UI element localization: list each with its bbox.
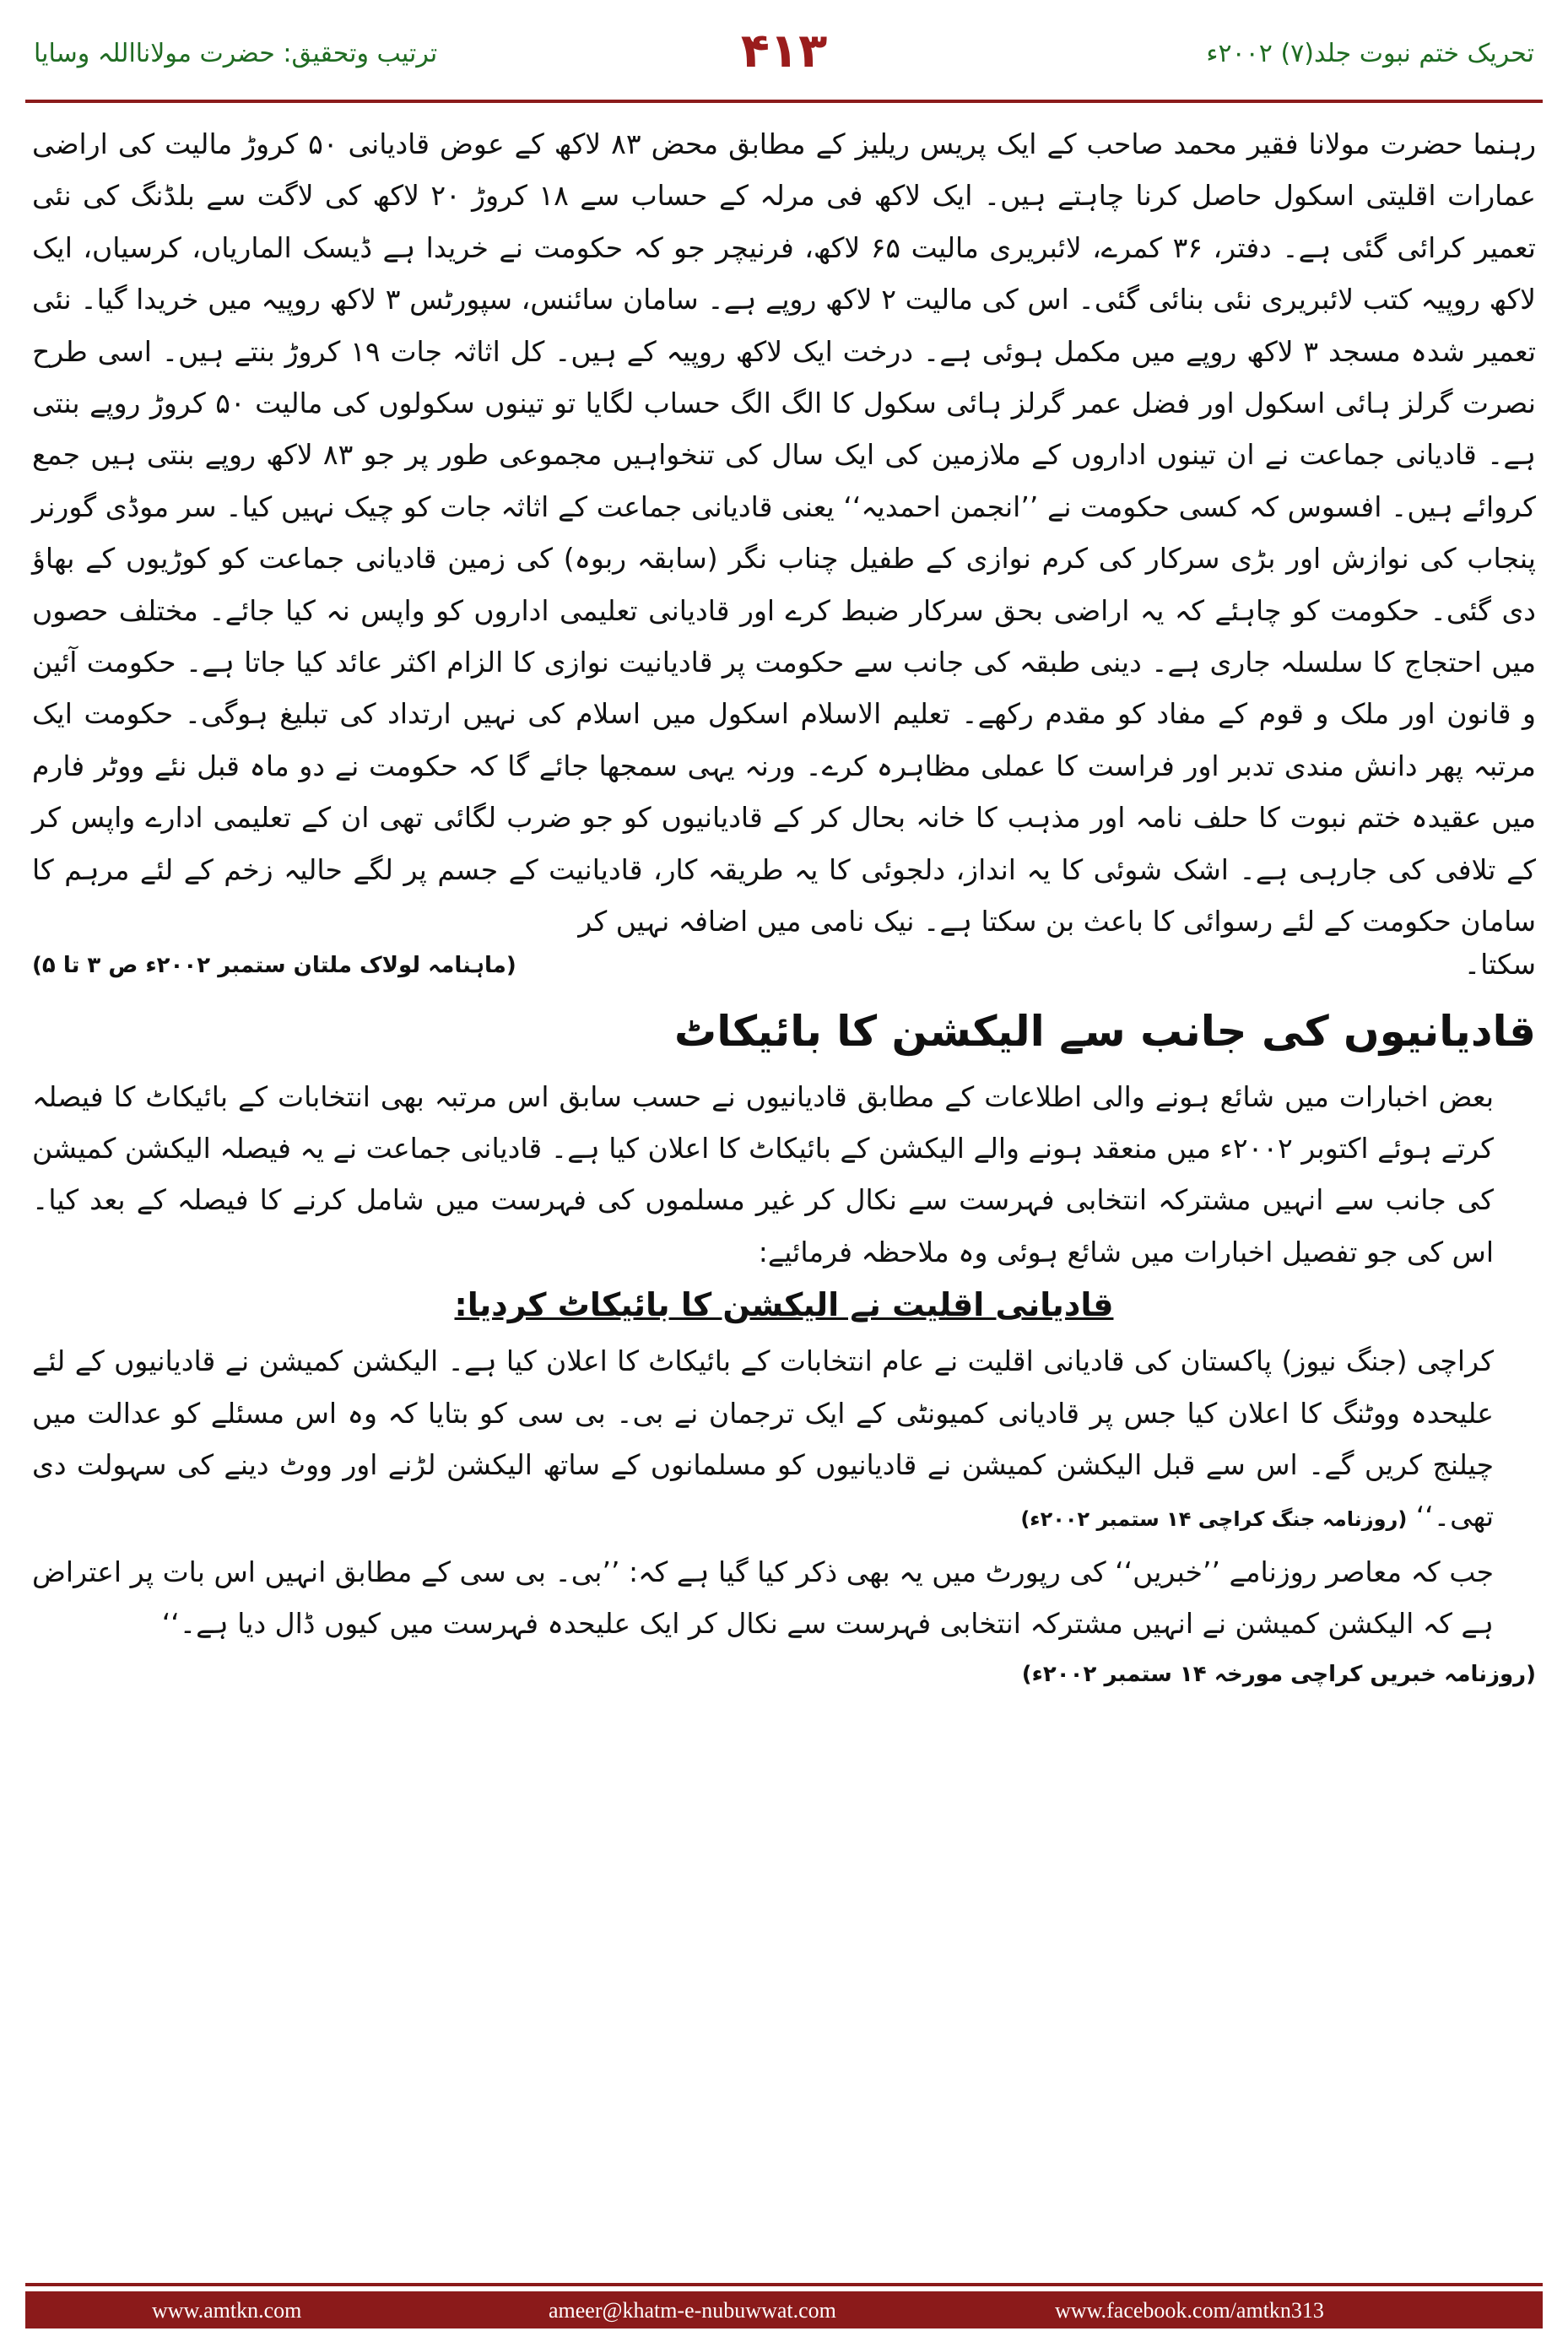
news1-paragraph <box>32 1335 1536 1546</box>
page-footer <box>25 2283 1543 2334</box>
news-subheading: قادیانی اقلیت نے الیکشن کا بائیکاٹ کردیا: <box>454 1286 1114 1324</box>
article1-paragraph: رہنما حضرت مولانا فقیر محمد صاحب کے ایک پریس ریلیز کے مطابق محض ۸۳ لاکھ کے عوض قادیانی ۵۰ کروڑ مالیت کی اراضی عمارات اقلیتی اسکول حاصل کرنا چاہتے ہیں۔ ایک لاکھ فی مرلہ کے حساب سے ۱۸ کروڑ ۲۰ لاکھ کی لاگت سے بلڈنگ کی نئی تعمیر کرائی گئی ہے۔ دفتر، ۳۶ کمرے، لائبریری مالیت ۶۵ لاکھ، فرنیچر جو کہ حکومت نے خریدا ہے ڈیسک الماریاں، کرسیاں، ایک لاکھ روپیہ کتب لائبریری نئی بنائی گئی۔ اس کی مالیت ۲ لاکھ روپے ہے۔ سامان سائنس، سپورٹس ۳ لاکھ روپیہ میں خریدا گیا۔ نئی تعمیر شدہ مسجد ۳ لاکھ روپے میں مکمل ہوئی ہے۔ درخت ایک لاکھ روپیہ کے ہیں۔ کل اثاثہ جات ۱۹ کروڑ بنتے ہیں۔ اسی طرح نصرت گرلز ہائی اسکول اور فضل عمر گرلز ہائی سکول کا الگ الگ حساب لگایا تو تینوں سکولوں کی مالیت ۵۰ کروڑ روپے بنتی ہے۔ قادیانی جماعت نے ان تینوں اداروں کے ملازمین کی ایک سال کی تنخواہیں مجموعی طور پر جو ۸۳ لاکھ روپے بنتی ہیں جمع کروائے ہیں۔ افسوس کہ کسی حکومت نے ’’انجمن احمدیہ‘‘ یعنی قادیانی جماعت کے اثاثہ جات کو چیک نہیں کیا۔ سر موڈی گورنر پنجاب کی نوازش اور بڑی سرکار کی کرم نوازی کے طفیل چناب نگر (سابقہ ربوہ) کی زمین قادیانی جماعت کو کوڑیوں کے بھاؤ دی گئی۔ حکومت کو چاہئے کہ یہ اراضی بحق سرکار ضبط کرے اور قادیانی تعلیمی اداروں کو واپس نہ کیا جائے۔ مختلف حصوں میں احتجاج کا سلسلہ جاری ہے۔ دینی طبقہ کی جانب سے حکومت پر قادیانیت نوازی کا الزام اکثر عائد کیا جاتا ہے۔ حکومت آئین و قانون اور ملک و قوم کے مفاد کو مقدم رکھے۔ تعلیم الاسلام اسکول میں اسلام کی نہیں ارتداد کی تبلیغ ہوگی۔ حکومت ایک مرتبہ پھر دانش مندی تدبر اور فراست کا عملی مظاہرہ کرے۔ ورنہ یہی سمجھا جائے گا کہ حکومت نے دو ماہ قبل نئے ووٹر فارم میں عقیدہ ختم نبوت کا حلف نامہ اور مذہب کا خانہ بحال کر کے قادیانیوں کو جو ضرب لگائی تھی ان کے تعلیمی ادارے واپس کر کے تلافی کی جارہی ہے۔ اشک شوئی کا یہ انداز، دلجوئی کا یہ طریقہ کار، قادیانیت کے جسم پر لگے حالیہ زخم کے لئے مرہم کا سامان حکومت کے لئے رسوائی کا باعث بن سکتا ہے۔ نیک نامی میں اضافہ نہیں کر <box>32 127 1537 938</box>
news1-text: کراچی (جنگ نیوز) پاکستان کی قادیانی اقلیت نے عام انتخابات کے بائیکاٹ کا اعلان کیا ہے۔ الیکشن کمیشن نے قادیانیوں کے لئے علیحدہ ووٹنگ کا اعلان کیا جس پر قادیانی کمیونٹی کے ایک ترجمان نے بی۔ بی سی کو بتایا کہ وہ اس مسئلے کو عدالت میں چیلنج کریں گے۔ اس سے قبل الیکشن کمیشن نے قادیانیوں کو مسلمانوں کے ساتھ الیکشن لڑنے اور ووٹ دینے کی سہولت دی تھی۔‘‘ <box>32 1344 1494 1533</box>
footer-divider <box>25 2283 1543 2286</box>
news2-paragraph: جب کہ معاصر روزنامے ’’خبریں‘‘ کی رپورٹ میں یہ بھی ذکر کیا گیا ہے کہ: ’’بی۔ بی سی کے مطابق انہیں اس بات پر اعتراض ہے کہ الیکشن کمیشن نے انہیں مشترکہ انتخابی فہرست سے نکال کر ایک علیحدہ فہرست میں کیوں ڈال دیا ہے۔‘‘ <box>32 1555 1494 1641</box>
news1-source: (روزنامہ جنگ کراچی ۱۴ ستمبر ۲۰۰۲ء) <box>1020 1507 1408 1532</box>
article1-end-row <box>32 948 1536 987</box>
article1-last-word: سکتا۔ <box>1463 947 1536 981</box>
article2-paragraph: بعض اخبارات میں شائع ہونے والی اطلاعات کے مطابق قادیانیوں نے حسب سابق اس مرتبہ بھی انتخابات کے بائیکاٹ کا فیصلہ کرتے ہوئے اکتوبر ۲۰۰۲ء میں منعقد ہونے والے الیکشن کے بائیکاٹ کا اعلان کیا ہے۔ قادیانی جماعت نے یہ فیصلہ الیکشن کمیشن کی جانب سے انہیں مشترکہ انتخابی فہرست سے نکال کر غیر مسلموں کی فہرست میں شامل کرنے کا فیصلہ کے بعد کیا۔ اس کی جو تفصیل اخبارات میں شائع ہوئی وہ ملاحظہ فرمائیے: <box>32 1079 1495 1268</box>
website-link[interactable]: www.amtkn.com <box>152 2298 302 2323</box>
header-divider <box>25 100 1543 103</box>
compiler-credit: ترتیب وتحقیق: حضرت مولانااللہ وسایا <box>34 39 438 68</box>
section-heading: قادیانیوں کی جانب سے الیکشن کا بائیکاٹ <box>674 1006 1536 1056</box>
page-header <box>25 24 1543 91</box>
email-link[interactable]: ameer@khatm-e-nubuwwat.com <box>549 2298 836 2323</box>
final-source: (روزنامہ خبریں کراچی مورخہ ۱۴ ستمبر ۲۰۰۲ء) <box>1021 1661 1536 1687</box>
page-number: ۴۱۳ <box>740 24 828 78</box>
article1-source: (ماہنامہ لولاک ملتان ستمبر ۲۰۰۲ء ص ۳ تا ۵) <box>32 952 516 978</box>
book-title: تحریک ختم نبوت جلد(۷) ۲۰۰۲ء <box>1206 39 1534 68</box>
facebook-link[interactable]: www.facebook.com/amtkn313 <box>1055 2298 1324 2323</box>
page-body <box>32 118 1536 1687</box>
